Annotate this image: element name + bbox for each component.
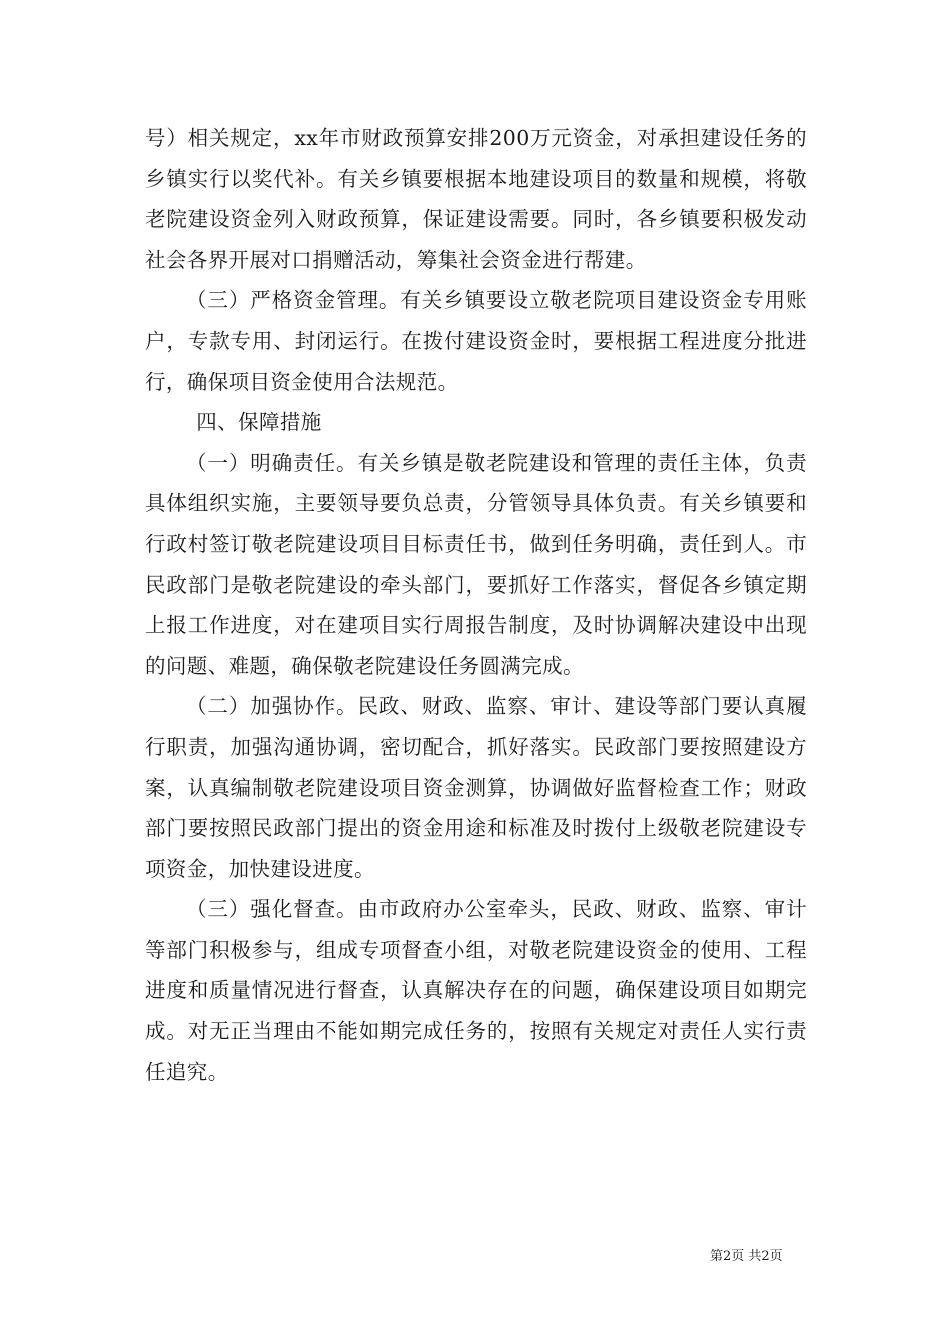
paragraph-fund-management: （三）严格资金管理。有关乡镇要设立敬老院项目建设资金专用账户，专款专用、封闭运行。在拨付建设资金时，要根据工程进度分批进行，确保项目资金使用合法规范。 [145,288,807,394]
document-body [145,118,807,1092]
paragraph-supervision: （三）强化督查。由市政府办公室牵头，民政、财政、监察、审计等部门积极参与，组成专项督查小组，对敬老院建设资金的使用、工程进度和质量情况进行督查，认真解决存在的问题，确保建设项目如期完成。对无正当理由不能如期完成任务的，按照有关规定对责任人实行责任追究。 [145,897,807,1084]
paragraph-cooperation: （二）加强协作。民政、财政、监察、审计、建设等部门要认真履行职责，加强沟通协调，密切配合，抓好落实。民政部门要按照建设方案，认真编制敬老院建设项目资金测算，协调做好监督检查工作；财政部门要按照民政部门提出的资金用途和标准及时拨付上级敬老院建设专项资金，加快建设进度。 [145,694,807,881]
paragraph-funding-continued: 号）相关规定，xx年市财政预算安排200万元资金，对承担建设任务的乡镇实行以奖代补。有关乡镇要根据本地建设项目的数量和规模，将敬老院建设资金列入财政预算，保证建设需要。同时，各乡镇要积极发动社会各界开展对口捐赠活动，筹集社会资金进行帮建。 [145,126,807,272]
paragraph-responsibility: （一）明确责任。有关乡镇是敬老院建设和管理的责任主体，负责具体组织实施，主要领导要负总责，分管领导具体负责。有关乡镇要和行政村签订敬老院建设项目目标责任书，做到任务明确，责任到人。市民政部门是敬老院建设的牵头部门，要抓好工作落实，督促各乡镇定期上报工作进度，对在建项目实行周报告制度，及时协调解决建设中出现的问题、难题，确保敬老院建设任务圆满完成。 [145,450,807,678]
page-number-footer: 第2页 共2页 [710,1249,783,1264]
section-heading-safeguards: 四、保障措施 [196,410,322,435]
